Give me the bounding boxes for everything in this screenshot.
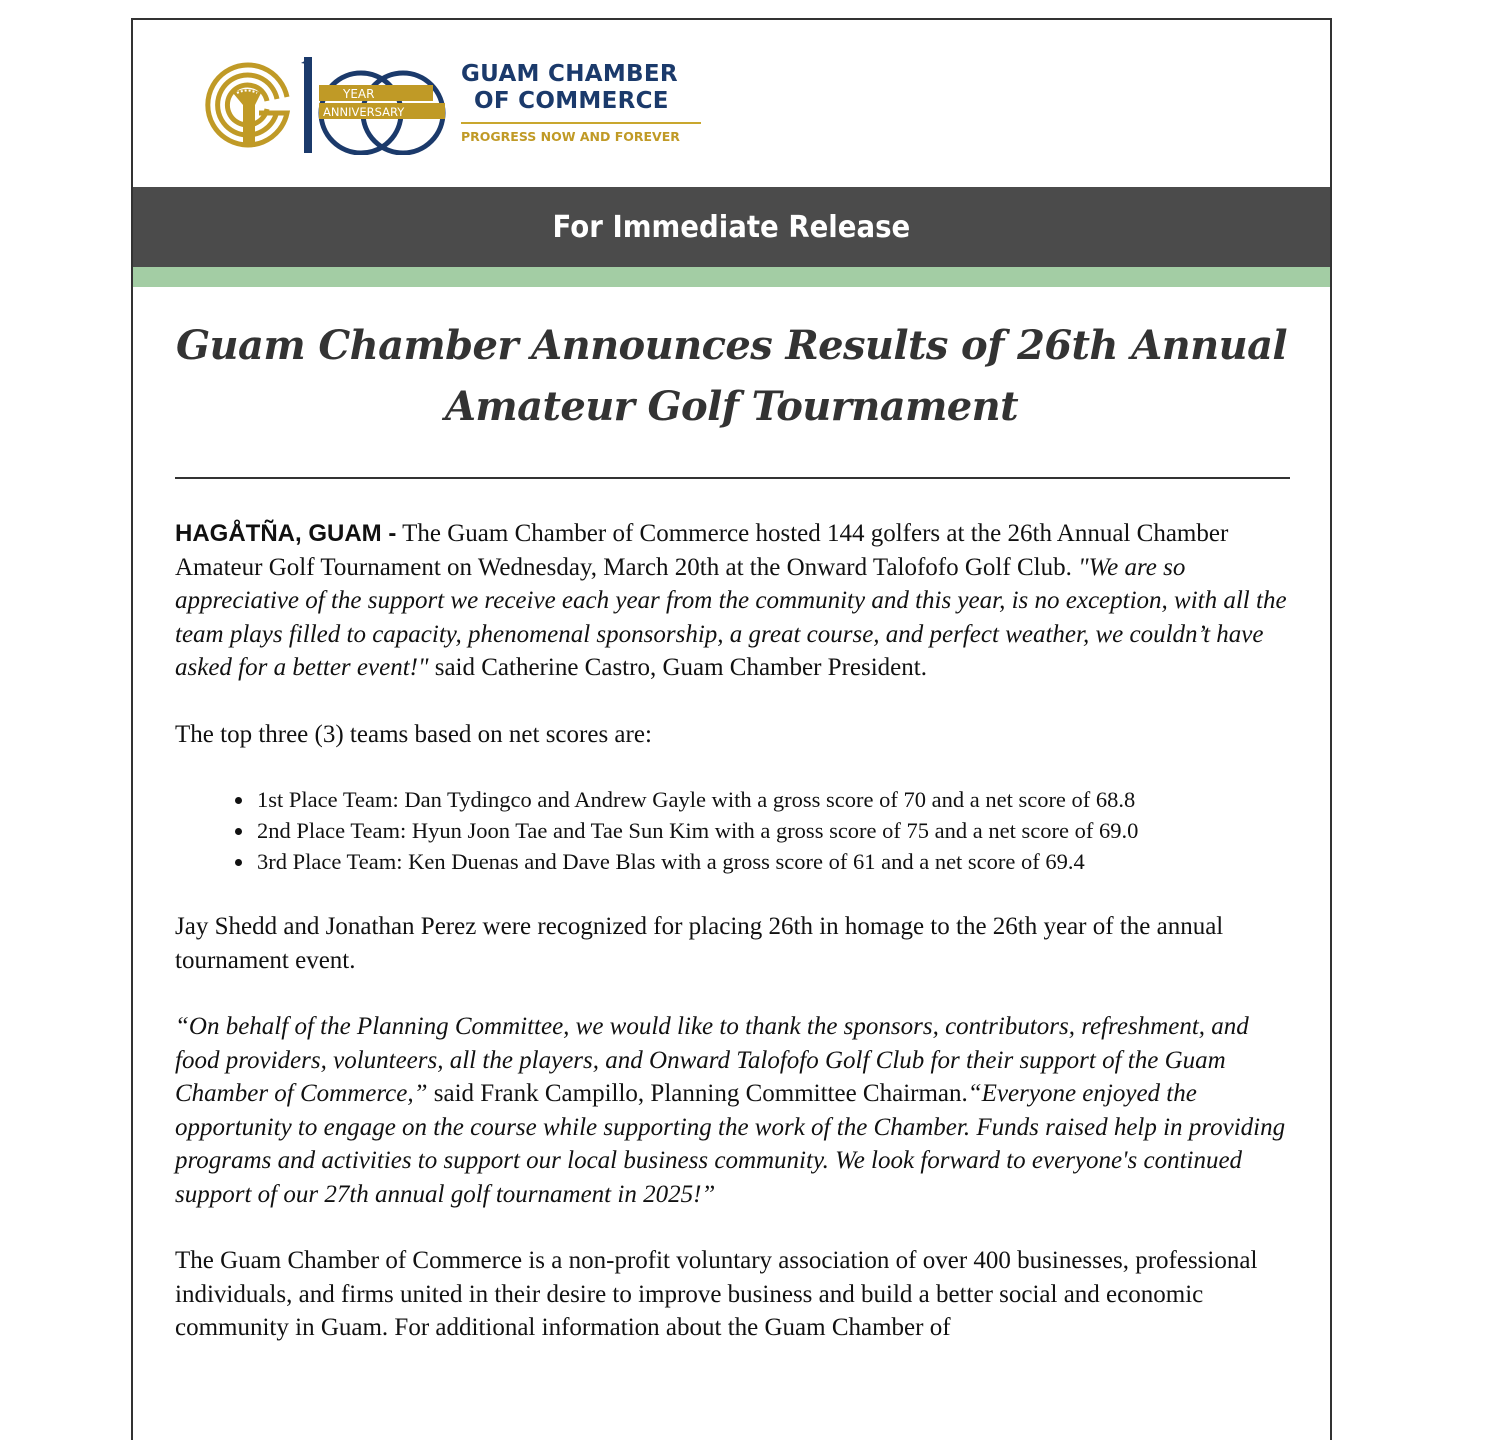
- org-tagline: PROGRESS NOW AND FOREVER: [461, 129, 680, 144]
- paragraph-top-teams-intro: The top three (3) teams based on net scores are:: [175, 720, 652, 748]
- committee-attribution: said Frank Campillo, Planning Committee Chairman.: [427, 1080, 968, 1107]
- accent-bar: [133, 267, 1330, 287]
- header-logo-area: [133, 20, 1330, 187]
- president-attribution: said Catherine Castro, Guam Chamber President.: [428, 654, 927, 681]
- paragraph-intro: [175, 517, 1290, 685]
- committee-quote: “On behalf of the Planning Committee, we would like to thank the sponsors, contributors, refreshment, and food providers, volunteers, all the players, and Onward Talofofo Golf Club for their support of the Guam Chamber of Commerce,”: [175, 1013, 1249, 1107]
- intro-text: The Guam Chamber of Commerce hosted 144 golfers at the 26th Annual Chamber Amateur Golf Tournament on Wednesday, March 20th at the Onward Talofofo Golf Club.: [175, 520, 1229, 581]
- president-quote: "We are so appreciative of the support we receive each year from the community and this year, is no exception, with all the team plays filled to capacity, phenomenal sponsorship, a great course, and perfect weather, we couldn’t have asked for a better event!": [175, 553, 1287, 681]
- paragraph-about: The Guam Chamber of Commerce is a non-profit voluntary association of over 400 businesses, professional individuals, and firms united in their desire to improve business and build a better social and economic community in Guam. For additional information about the Guam Chamber of: [175, 1247, 1258, 1341]
- svg-text:YEAR: YEAR: [343, 87, 375, 101]
- list-item: • 3rd Place Team: Ken Duenas and Dave Blas with a gross score of 61 and a net score of 69.4: [255, 846, 1290, 877]
- banner-title: For Immediate Release: [552, 209, 911, 245]
- logo-divider: [461, 122, 701, 124]
- org-name-line1: GUAM CHAMBER: [461, 61, 678, 87]
- hundred-anniversary-icon: [299, 55, 459, 155]
- headline-divider: [175, 477, 1290, 479]
- g-emblem-icon: [199, 55, 299, 155]
- chamber-logo: [199, 55, 704, 155]
- svg-text:ANNIVERSARY: ANNIVERSARY: [323, 105, 405, 119]
- article-headline: Guam Chamber Announces Results of 26th Annual Amateur Golf Tournament: [175, 322, 1288, 430]
- org-name-line2: OF COMMERCE: [474, 88, 669, 114]
- release-banner: [133, 187, 1330, 267]
- list-item: • 1st Place Team: Dan Tydingco and Andrew Gayle with a gross score of 70 and a net score of 68.8: [255, 784, 1290, 815]
- chairman-quote: “Everyone enjoyed the opportunity to engage on the course while supporting the work of the Chamber. Funds raised help in providing programs and activities to support our local business community. We look forward to everyone's continued support of our 27th annual golf tournament in 2025!”: [175, 1080, 1286, 1208]
- article-body: [175, 517, 1290, 1345]
- press-release-card: [131, 18, 1332, 1440]
- paragraph-committee-quote: [175, 1010, 1290, 1211]
- team-results-list: [175, 784, 1290, 877]
- list-item: • 2nd Place Team: Hyun Joon Tae and Tae Sun Kim with a gross score of 75 and a net score of 69.0: [255, 815, 1290, 846]
- dateline: HAGÅTÑA, GUAM -: [175, 520, 397, 547]
- paragraph-26th-place: Jay Shedd and Jonathan Perez were recognized for placing 26th in homage to the 26th year of the annual tournament event.: [175, 913, 1224, 974]
